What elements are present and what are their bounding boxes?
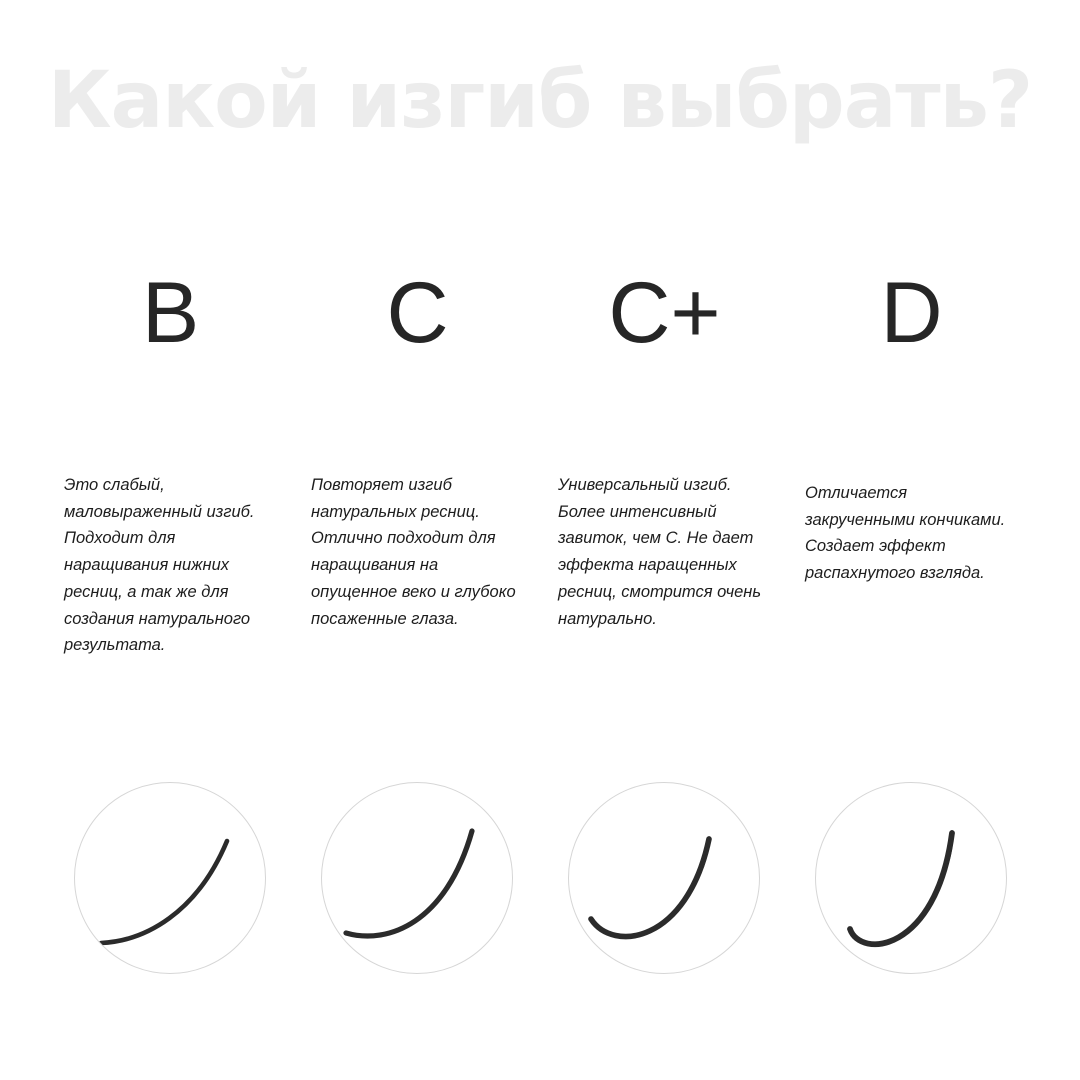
curl-columns (46, 265, 1036, 659)
curl-illustration-cell-c (293, 782, 540, 974)
curl-column-c (293, 265, 540, 632)
curl-letter-c: C (386, 265, 449, 361)
page-title: Какой изгиб выбрать? (47, 56, 1033, 146)
lash-curl-c-icon (346, 830, 472, 936)
curl-circle-d (815, 782, 1007, 974)
lash-curl-c-plus-icon (591, 837, 709, 936)
lash-curl-d-icon (850, 831, 952, 944)
curl-description-c: Повторяет изгиб натуральных ресниц. Отлично подходит для наращивания на опущенное веко и глубоко посаженные глаза. (311, 476, 516, 628)
curl-letter-c-plus: C+ (608, 265, 721, 361)
curl-column-c-plus (540, 265, 787, 632)
curl-illustration-cell-b (46, 782, 293, 974)
curl-illustration-cell-c-plus (540, 782, 787, 974)
curl-circle-b (74, 782, 266, 974)
curl-description-b: Это слабый, маловыраженный изгиб. Подходит для наращивания нижних ресниц, а так же для создания натурального результата. (64, 476, 255, 655)
curl-circle-c-plus (568, 782, 760, 974)
curl-column-b (46, 265, 293, 659)
curl-circle-c (321, 782, 513, 974)
curl-letter-b: B (141, 265, 200, 361)
curl-description-c-plus: Универсальный изгиб. Более интенсивный завиток, чем C. Не дает эффекта наращенных ресниц, смотрится очень натурально. (558, 476, 762, 628)
curl-description-d: Отличается закрученными кончиками. Создает эффект распахнутого взгляда. (805, 484, 1006, 583)
lash-curl-b-icon (101, 840, 227, 943)
curl-illustration-cell-d (787, 782, 1034, 974)
curl-column-d (787, 265, 1034, 587)
curl-illustrations (46, 782, 1036, 974)
curl-letter-d: D (880, 265, 943, 361)
